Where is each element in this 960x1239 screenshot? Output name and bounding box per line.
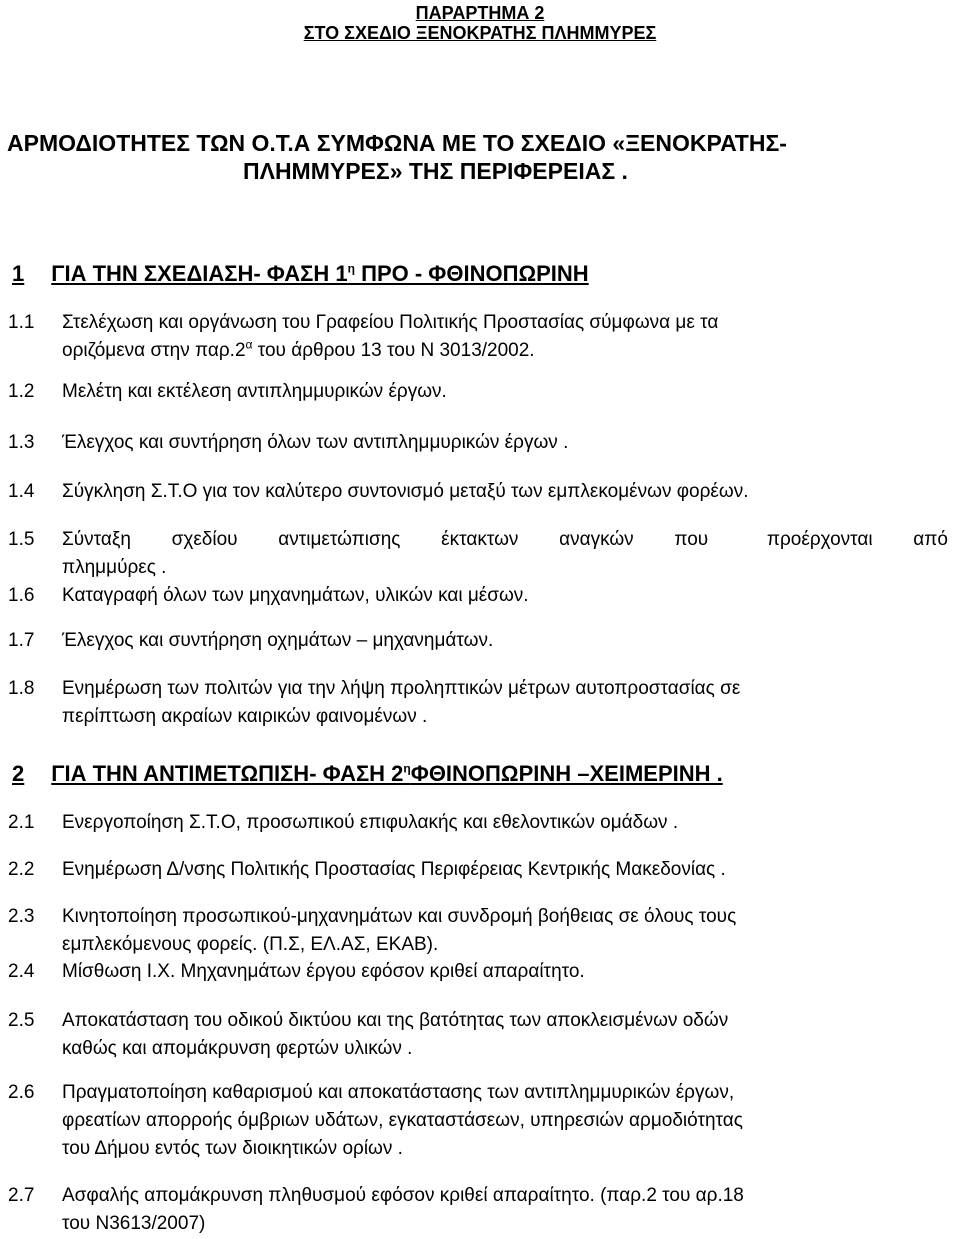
section1-number: 1 xyxy=(12,261,25,286)
item-1-5-text: Σύνταξη σχεδίου αντιμετώπισης έκτακτων αναγκών που προέρχονται από xyxy=(62,529,948,550)
item-number: 1.5 xyxy=(8,529,35,550)
item-1-3-text: Έλεγχος και συντήρηση όλων των αντιπλημμυρικών έργων . xyxy=(62,432,569,453)
section2-number: 2 xyxy=(12,761,25,786)
item-number: 2.4 xyxy=(8,961,35,982)
document-title-line1: ΑΡΜΟΔΙΟΤΗΤΕΣ ΤΩΝ Ο.Τ.Α ΣΥΜΦΩΝΑ ΜΕ ΤΟ ΣΧΕΔΙΟ «ΞΕΝΟΚΡΑΤΗΣ- xyxy=(7,130,787,156)
item-2-5-text-cont: καθώς και απομάκρυνση φερτών υλικών . xyxy=(62,1038,413,1059)
item-number: 1.4 xyxy=(8,481,35,502)
item-1-8-text-cont: περίπτωση ακραίων καιρικών φαινομένων . xyxy=(62,706,428,727)
item-2-6-text-cont: φρεατίων απορροής όμβριων υδάτων, εγκαταστάσεων, υπηρεσιών αρμοδιότητας xyxy=(62,1110,743,1131)
item-2-4-text: Μίσθωση Ι.Χ. Μηχανημάτων έργου εφόσον κριθεί απαραίτητο. xyxy=(62,961,585,982)
item-1-4-text: Σύγκληση Σ.Τ.Ο για τον καλύτερο συντονισμό μεταξύ των εμπλεκομένων φορέων. xyxy=(62,481,749,502)
item-number: 1.6 xyxy=(8,585,35,606)
item-number: 2.3 xyxy=(8,906,35,927)
item-number: 1.7 xyxy=(8,630,35,651)
item-1-1-text-cont: οριζόμενα στην $\pi\alpha\rho.2^\alpha$ του άρθρου 13 του Ν 3013/2002. xyxy=(62,337,535,361)
item-1-1-text: Στελέχωση και οργάνωση του Γραφείου Πολιτικής Προστασίας σύμφωνα με τα xyxy=(62,312,719,333)
item-1-7-text: Έλεγχος και συντήρηση οχημάτων – μηχανημάτων. xyxy=(62,630,494,651)
item-number: 2.6 xyxy=(8,1082,35,1103)
plan-heading: ΣΤΟ ΣΧΕΔΙΟ ΞΕΝΟΚΡΑΤΗΣ ΠΛΗΜΜΥΡΕΣ xyxy=(303,23,657,43)
item-2-5-text: Αποκατάσταση του οδικού δικτύου και της βατότητας των αποκλεισμένων οδών xyxy=(62,1010,729,1031)
item-2-7-text: Ασφαλής απομάκρυνση πληθυσμού εφόσον κριθεί απαραίτητο. (παρ.2 του αρ.18 xyxy=(62,1185,744,1206)
annex-heading: ΠΑΡΑΡΤΗΜΑ 2 xyxy=(415,3,545,23)
item-2-6-text-cont2: του Δήμου εντός των διοικητικών ορίων . xyxy=(62,1138,403,1159)
item-number: 1.2 xyxy=(8,381,35,402)
item-2-6-text: Πραγματοποίηση καθαρισμού και αποκατάστασης των αντιπλημμυρικών έργων, xyxy=(62,1082,735,1103)
item-1-8-text: Ενημέρωση των πολιτών για την λήψη προληπτικών μέτρων αυτοπροστασίας σε xyxy=(62,678,741,699)
item-2-3-text-cont: εμπλεκόμενους φορείς. (Π.Σ, ΕΛ.ΑΣ, ΕΚΑΒ). xyxy=(62,934,439,955)
item-number: 2.7 xyxy=(8,1185,35,1206)
item-1-6-text: Καταγραφή όλων των μηχανημάτων, υλικών και μέσων. xyxy=(62,585,529,606)
section2-heading xyxy=(12,763,723,785)
item-number: 1.1 xyxy=(8,312,35,333)
item-1-2-text: Μελέτη και εκτέλεση αντιπλημμυρικών έργων. xyxy=(62,381,447,402)
item-number: 1.3 xyxy=(8,432,35,453)
item-2-7-text-cont: του Ν3613/2007) xyxy=(62,1213,206,1234)
item-2-1-text: Ενεργοποίηση Σ.Τ.Ο, προσωπικού επιφυλακής και εθελοντικών ομάδων . xyxy=(62,812,679,833)
item-2-2-text: Ενημέρωση Δ/νσης Πολιτικής Προστασίας Περιφέρειας Κεντρικής Μακεδονίας . xyxy=(62,859,726,880)
item-number: 2.5 xyxy=(8,1010,35,1031)
section2-heading-text: ΓΙΑ ΤΗΝ ΑΝΤΙΜΕΤΩΠΙΣΗ- ΦΑΣΗ $2^\eta\Phi\Theta INO\Pi\Omega PINH$ –ΧΕΙΜΕΡΙΝΗ . xyxy=(51,761,723,786)
item-number: 1.8 xyxy=(8,678,35,699)
item-number: 2.2 xyxy=(8,859,35,880)
item-1-5-text-cont: πλημμύρες . xyxy=(62,557,167,578)
section1-heading xyxy=(12,263,589,285)
document-title-line2: ΠΛΗΜΜΥΡΕΣ» ΤΗΣ ΠΕΡΙΦΕΡΕΙΑΣ . xyxy=(243,158,628,184)
item-number: 2.1 xyxy=(8,812,35,833)
item-2-3-text: Κινητοποίηση προσωπικού-μηχανημάτων και συνδρομή βοήθειας σε όλους τους xyxy=(62,906,737,927)
section1-heading-text: ΓΙΑ ΤΗΝ ΣΧΕΔΙΑΣΗ- ΦΑΣΗ $1^\eta$ ΠΡΟ - ΦΘΙΝΟΠΩΡΙΝΗ xyxy=(51,261,589,286)
